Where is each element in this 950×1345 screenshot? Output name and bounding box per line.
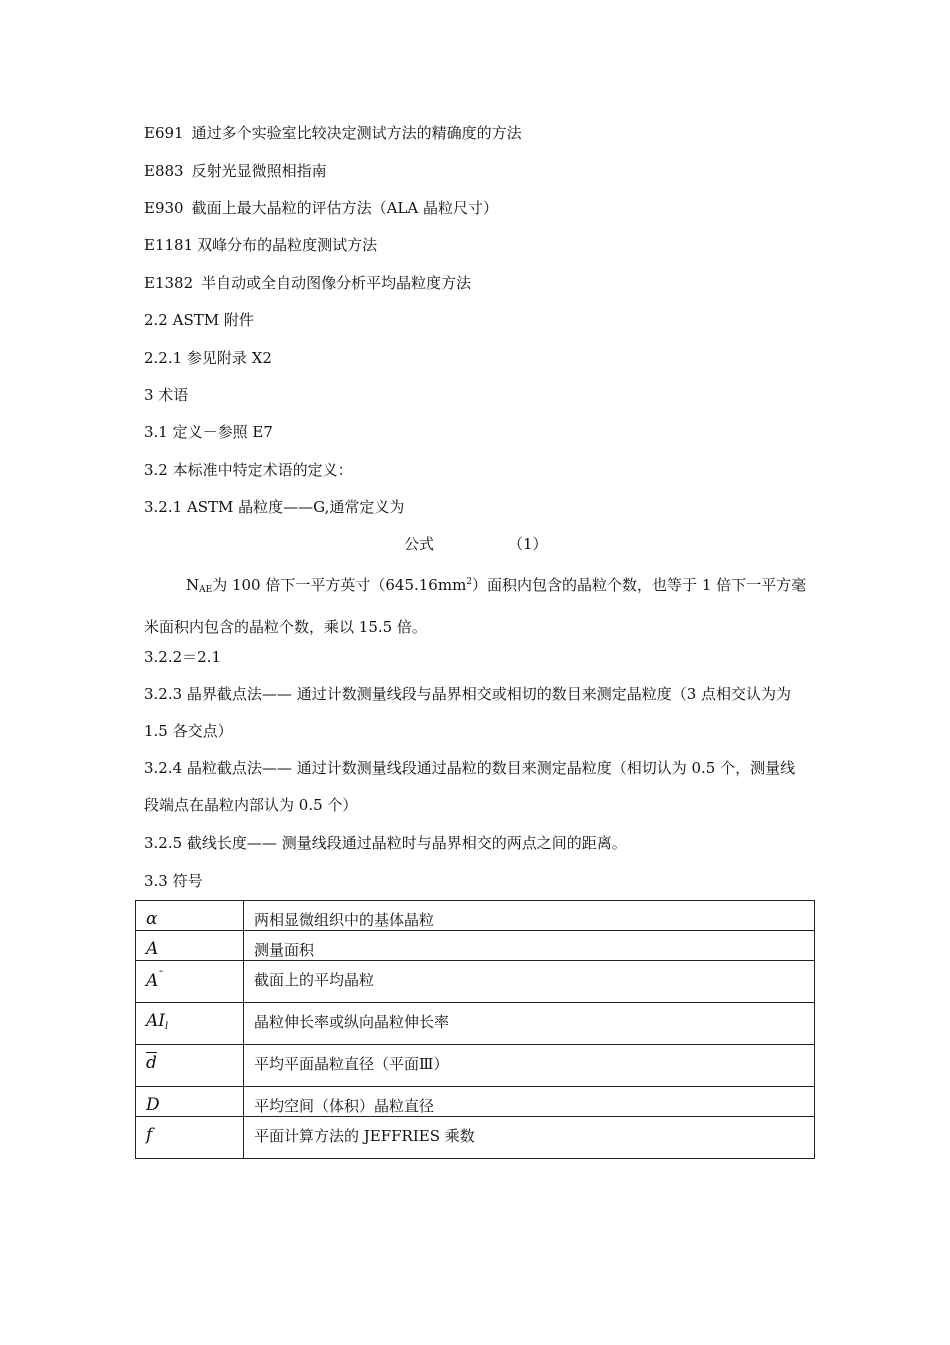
description-cell: 平均空间（体积）晶粒直径 — [244, 1087, 815, 1117]
reference-e930 — [144, 198, 498, 218]
reference-code: E1181 — [144, 236, 194, 254]
table-row — [136, 931, 815, 961]
nae-definition-paragraph — [144, 564, 808, 646]
symbol-d-bar: $\overline{d}$ — [146, 1053, 157, 1073]
section-3-2-1: 3.2.1 ASTM 晶粒度——G,通常定义为 — [144, 498, 405, 516]
reference-title: 双峰分布的晶粒度测试方法 — [197, 236, 378, 254]
symbol-ai: AI — [146, 1011, 165, 1031]
reference-code: E883 — [144, 162, 184, 180]
table-row — [136, 901, 815, 931]
symbol-ai-subscript: l — [165, 1021, 169, 1032]
table-row — [136, 1045, 815, 1087]
description-cell: 截面上的平均晶粒 — [244, 961, 815, 1003]
formula-number: （1） — [508, 535, 548, 553]
reference-title: 反射光显微照相指南 — [191, 162, 327, 180]
symbol-cell — [136, 1003, 244, 1045]
symbol-cell — [136, 1045, 244, 1087]
section-3-2-2: 3.2.2＝2.1 — [144, 648, 222, 666]
nae-text-after: ）面积内包含的晶粒个数，也等于 1 倍下一平方毫米面积内包含的晶粒个数，乘以 15.5 倍。 — [144, 576, 807, 636]
reference-code: E930 — [144, 199, 184, 217]
section-3-1: 3.1 定义－参照 E7 — [144, 423, 273, 441]
table-row — [136, 1117, 815, 1159]
description-cell: 平面计算方法的 JEFFRIES 乘数 — [244, 1117, 815, 1159]
section-3-2-4: 3.2.4 晶粒截点法—— 通过计数测量线段通过晶粒的数目来测定晶粒度（相切认为 0.5 个，测量线段端点在晶粒内部认为 0.5 个） — [144, 759, 796, 814]
reference-title: 半自动或全自动图像分析平均晶粒度方法 — [201, 274, 472, 292]
nae-text-before: 为 100 倍下一平方英寸（645.16mm — [212, 576, 467, 594]
symbol-f: f — [146, 1125, 153, 1145]
symbol-cell — [136, 931, 244, 961]
section-2-2: 2.2 ASTM 附件 — [144, 311, 254, 329]
table-row — [136, 961, 815, 1003]
symbols-table — [135, 900, 815, 1159]
nae-symbol: N — [186, 576, 200, 594]
table-row — [136, 1003, 815, 1045]
formula-label: 公式 — [404, 535, 435, 553]
symbol-alpha: α — [146, 909, 158, 929]
section-3-2: 3.2 本标准中特定术语的定义： — [144, 461, 353, 479]
symbol-cell — [136, 961, 244, 1003]
symbol-d-upper: D — [146, 1095, 160, 1115]
reference-e1181 — [144, 235, 377, 255]
section-3-2-3: 3.2.3 晶界截点法—— 通过计数测量线段与晶界相交或相切的数目来测定晶粒度（3 点相交认为为 1.5 各交点） — [144, 685, 792, 740]
nae-superscript: 2 — [466, 577, 473, 587]
section-3-3: 3.3 符号 — [144, 872, 203, 890]
description-cell: 平均平面晶粒直径（平面Ⅲ） — [244, 1045, 815, 1087]
section-2-2-1: 2.2.1 参见附录 X2 — [144, 349, 272, 367]
reference-e691 — [144, 123, 522, 143]
symbol-cell — [136, 901, 244, 931]
reference-e1382 — [144, 273, 471, 293]
reference-code: E691 — [144, 124, 184, 142]
symbol-cell — [136, 1117, 244, 1159]
reference-e883 — [144, 161, 327, 181]
table-row — [136, 1087, 815, 1117]
description-cell: 晶粒伸长率或纵向晶粒伸长率 — [244, 1003, 815, 1045]
reference-code: E1382 — [144, 274, 194, 292]
symbol-a: A — [146, 939, 159, 959]
description-cell: 两相显微组织中的基体晶粒 — [244, 901, 815, 931]
section-3-heading: 3 术语 — [144, 386, 189, 404]
nae-subscript: AE — [199, 585, 213, 595]
description-cell: 测量面积 — [244, 931, 815, 961]
symbol-a-bar-mark: ¯ — [158, 969, 164, 982]
reference-title: 通过多个实验室比较决定测试方法的精确度的方法 — [191, 124, 522, 142]
symbol-cell — [136, 1087, 244, 1117]
reference-title: 截面上最大晶粒的评估方法（ALA 晶粒尺寸） — [191, 199, 498, 217]
section-3-2-5: 3.2.5 截线长度—— 测量线段通过晶粒时与晶界相交的两点之间的距离。 — [144, 834, 627, 852]
symbol-a-bar: A — [146, 971, 159, 991]
